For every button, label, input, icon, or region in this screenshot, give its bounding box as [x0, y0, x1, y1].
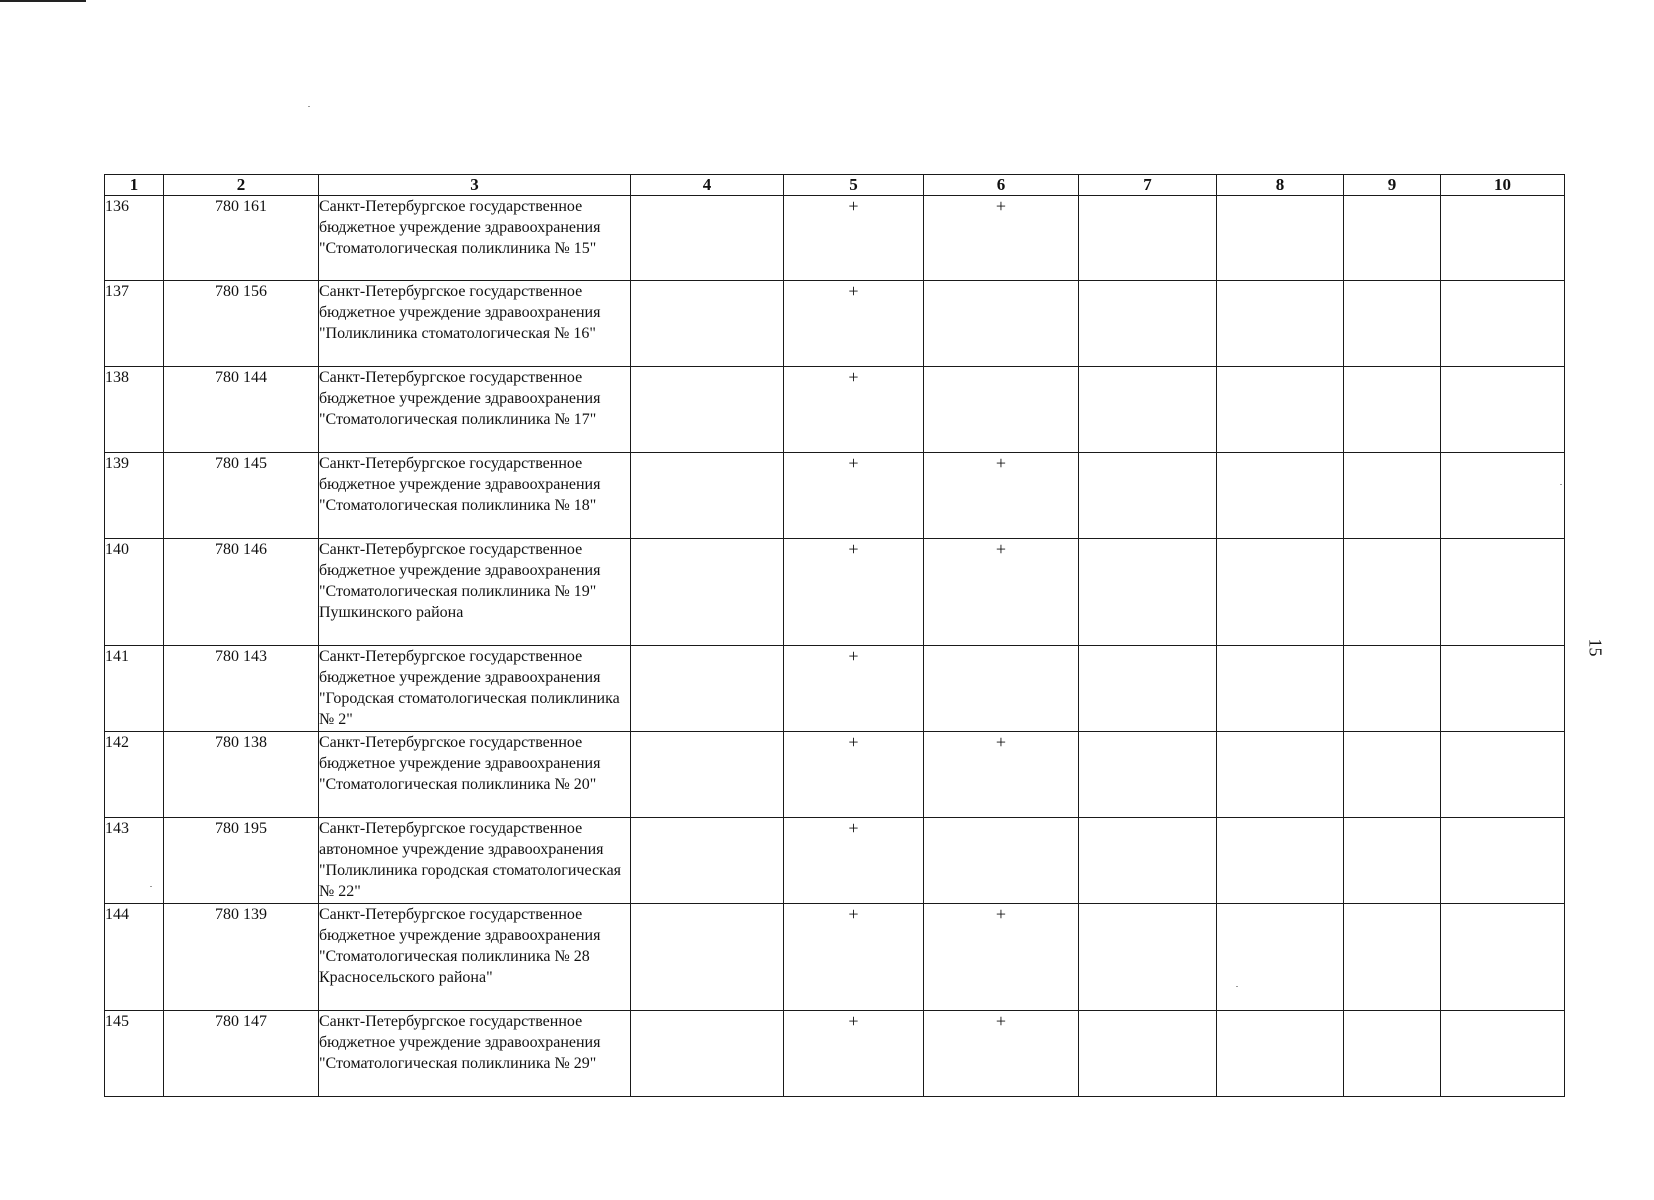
org-code: 780 156 — [164, 281, 319, 367]
column-header: 10 — [1441, 175, 1565, 196]
org-name: Санкт-Петербургское государственное бюджетное учреждение здравоохранения "Стоматологическая поликлиника № 29" — [319, 1011, 631, 1097]
cell-col-7 — [1079, 281, 1217, 367]
cell-col-10 — [1441, 732, 1565, 818]
cell-col-6 — [924, 818, 1079, 904]
cell-col-6: + — [924, 904, 1079, 1011]
cell-col-4 — [631, 904, 784, 1011]
cell-col-4 — [631, 539, 784, 646]
column-header: 9 — [1344, 175, 1441, 196]
table-row — [105, 818, 1565, 904]
cell-col-10 — [1441, 646, 1565, 732]
cell-col-10 — [1441, 453, 1565, 539]
cell-col-4 — [631, 818, 784, 904]
column-header: 5 — [784, 175, 924, 196]
cell-col-4 — [631, 196, 784, 281]
cell-col-9 — [1344, 646, 1441, 732]
table-row — [105, 367, 1565, 453]
cell-col-7 — [1079, 818, 1217, 904]
cell-col-10 — [1441, 196, 1565, 281]
cell-col-5: + — [784, 281, 924, 367]
cell-col-7 — [1079, 453, 1217, 539]
cell-col-4 — [631, 1011, 784, 1097]
cell-col-9 — [1344, 818, 1441, 904]
cell-col-9 — [1344, 367, 1441, 453]
row-number: 140 — [105, 539, 164, 646]
header-row — [105, 175, 1565, 196]
cell-col-6 — [924, 367, 1079, 453]
org-name: Санкт-Петербургское государственное бюджетное учреждение здравоохранения "Стоматологическая поликлиника № 17" — [319, 367, 631, 453]
cell-col-10 — [1441, 1011, 1565, 1097]
scan-edge-mark — [0, 0, 86, 2]
org-code: 780 147 — [164, 1011, 319, 1097]
org-code: 780 144 — [164, 367, 319, 453]
cell-col-5: + — [784, 453, 924, 539]
org-name: Санкт-Петербургское государственное бюджетное учреждение здравоохранения "Стоматологическая поликлиника № 18" — [319, 453, 631, 539]
cell-col-4 — [631, 367, 784, 453]
org-code: 780 161 — [164, 196, 319, 281]
cell-col-6 — [924, 646, 1079, 732]
org-code: 780 195 — [164, 818, 319, 904]
cell-col-6: + — [924, 196, 1079, 281]
org-code: 780 146 — [164, 539, 319, 646]
column-header: 4 — [631, 175, 784, 196]
cell-col-8 — [1217, 453, 1344, 539]
org-code: 780 143 — [164, 646, 319, 732]
cell-col-5: + — [784, 732, 924, 818]
column-header: 3 — [319, 175, 631, 196]
cell-col-8 — [1217, 196, 1344, 281]
cell-col-8 — [1217, 818, 1344, 904]
cell-col-8 — [1217, 732, 1344, 818]
scan-speck — [308, 106, 310, 107]
row-number: 144 — [105, 904, 164, 1011]
org-code: 780 138 — [164, 732, 319, 818]
column-header: 2 — [164, 175, 319, 196]
table-row — [105, 646, 1565, 732]
cell-col-7 — [1079, 367, 1217, 453]
cell-col-8 — [1217, 1011, 1344, 1097]
cell-col-8 — [1217, 904, 1344, 1011]
cell-col-6 — [924, 281, 1079, 367]
cell-col-9 — [1344, 281, 1441, 367]
cell-col-10 — [1441, 281, 1565, 367]
cell-col-10 — [1441, 818, 1565, 904]
cell-col-5: + — [784, 904, 924, 1011]
cell-col-5: + — [784, 818, 924, 904]
cell-col-7 — [1079, 196, 1217, 281]
cell-col-8 — [1217, 539, 1344, 646]
cell-col-9 — [1344, 196, 1441, 281]
org-name: Санкт-Петербургское государственное бюджетное учреждение здравоохранения "Стоматологическая поликлиника № 28 Красносельского района" — [319, 904, 631, 1011]
cell-col-4 — [631, 646, 784, 732]
table-row — [105, 904, 1565, 1011]
cell-col-4 — [631, 453, 784, 539]
table-row — [105, 281, 1565, 367]
cell-col-7 — [1079, 539, 1217, 646]
cell-col-6: + — [924, 539, 1079, 646]
cell-col-8 — [1217, 281, 1344, 367]
cell-col-7 — [1079, 732, 1217, 818]
cell-col-5: + — [784, 646, 924, 732]
cell-col-10 — [1441, 539, 1565, 646]
cell-col-9 — [1344, 453, 1441, 539]
row-number: 143 — [105, 818, 164, 904]
cell-col-7 — [1079, 1011, 1217, 1097]
org-name: Санкт-Петербургское государственное бюджетное учреждение здравоохранения "Поликлиника стоматологическая № 16" — [319, 281, 631, 367]
page-number: 15 — [1585, 638, 1606, 657]
cell-col-9 — [1344, 904, 1441, 1011]
org-name: Санкт-Петербургское государственное бюджетное учреждение здравоохранения "Городская стоматологическая поликлиника № 2" — [319, 646, 631, 732]
cell-col-7 — [1079, 646, 1217, 732]
cell-col-9 — [1344, 732, 1441, 818]
table-row — [105, 539, 1565, 646]
table-row — [105, 1011, 1565, 1097]
cell-col-10 — [1441, 367, 1565, 453]
row-number: 137 — [105, 281, 164, 367]
org-name: Санкт-Петербургское государственное бюджетное учреждение здравоохранения "Стоматологическая поликлиника № 15" — [319, 196, 631, 281]
row-number: 139 — [105, 453, 164, 539]
cell-col-10 — [1441, 904, 1565, 1011]
cell-col-9 — [1344, 539, 1441, 646]
cell-col-5: + — [784, 367, 924, 453]
org-code: 780 145 — [164, 453, 319, 539]
org-name: Санкт-Петербургское государственное бюджетное учреждение здравоохранения "Стоматологическая поликлиника № 20" — [319, 732, 631, 818]
cell-col-6: + — [924, 1011, 1079, 1097]
clinics-table — [104, 174, 1565, 1097]
row-number: 142 — [105, 732, 164, 818]
row-number: 136 — [105, 196, 164, 281]
table-row — [105, 196, 1565, 281]
cell-col-5: + — [784, 196, 924, 281]
cell-col-6: + — [924, 732, 1079, 818]
column-header: 6 — [924, 175, 1079, 196]
table-row — [105, 732, 1565, 818]
org-code: 780 139 — [164, 904, 319, 1011]
row-number: 145 — [105, 1011, 164, 1097]
org-name: Санкт-Петербургское государственное бюджетное учреждение здравоохранения "Стоматологическая поликлиника № 19" Пушкинского района — [319, 539, 631, 646]
cell-col-5: + — [784, 539, 924, 646]
column-header: 1 — [105, 175, 164, 196]
cell-col-8 — [1217, 646, 1344, 732]
cell-col-8 — [1217, 367, 1344, 453]
column-header: 8 — [1217, 175, 1344, 196]
cell-col-6: + — [924, 453, 1079, 539]
cell-col-4 — [631, 281, 784, 367]
cell-col-5: + — [784, 1011, 924, 1097]
table-row — [105, 453, 1565, 539]
column-header: 7 — [1079, 175, 1217, 196]
org-name: Санкт-Петербургское государственное автономное учреждение здравоохранения "Поликлиника городская стоматологическая № 22" — [319, 818, 631, 904]
cell-col-9 — [1344, 1011, 1441, 1097]
row-number: 138 — [105, 367, 164, 453]
cell-col-4 — [631, 732, 784, 818]
cell-col-7 — [1079, 904, 1217, 1011]
row-number: 141 — [105, 646, 164, 732]
